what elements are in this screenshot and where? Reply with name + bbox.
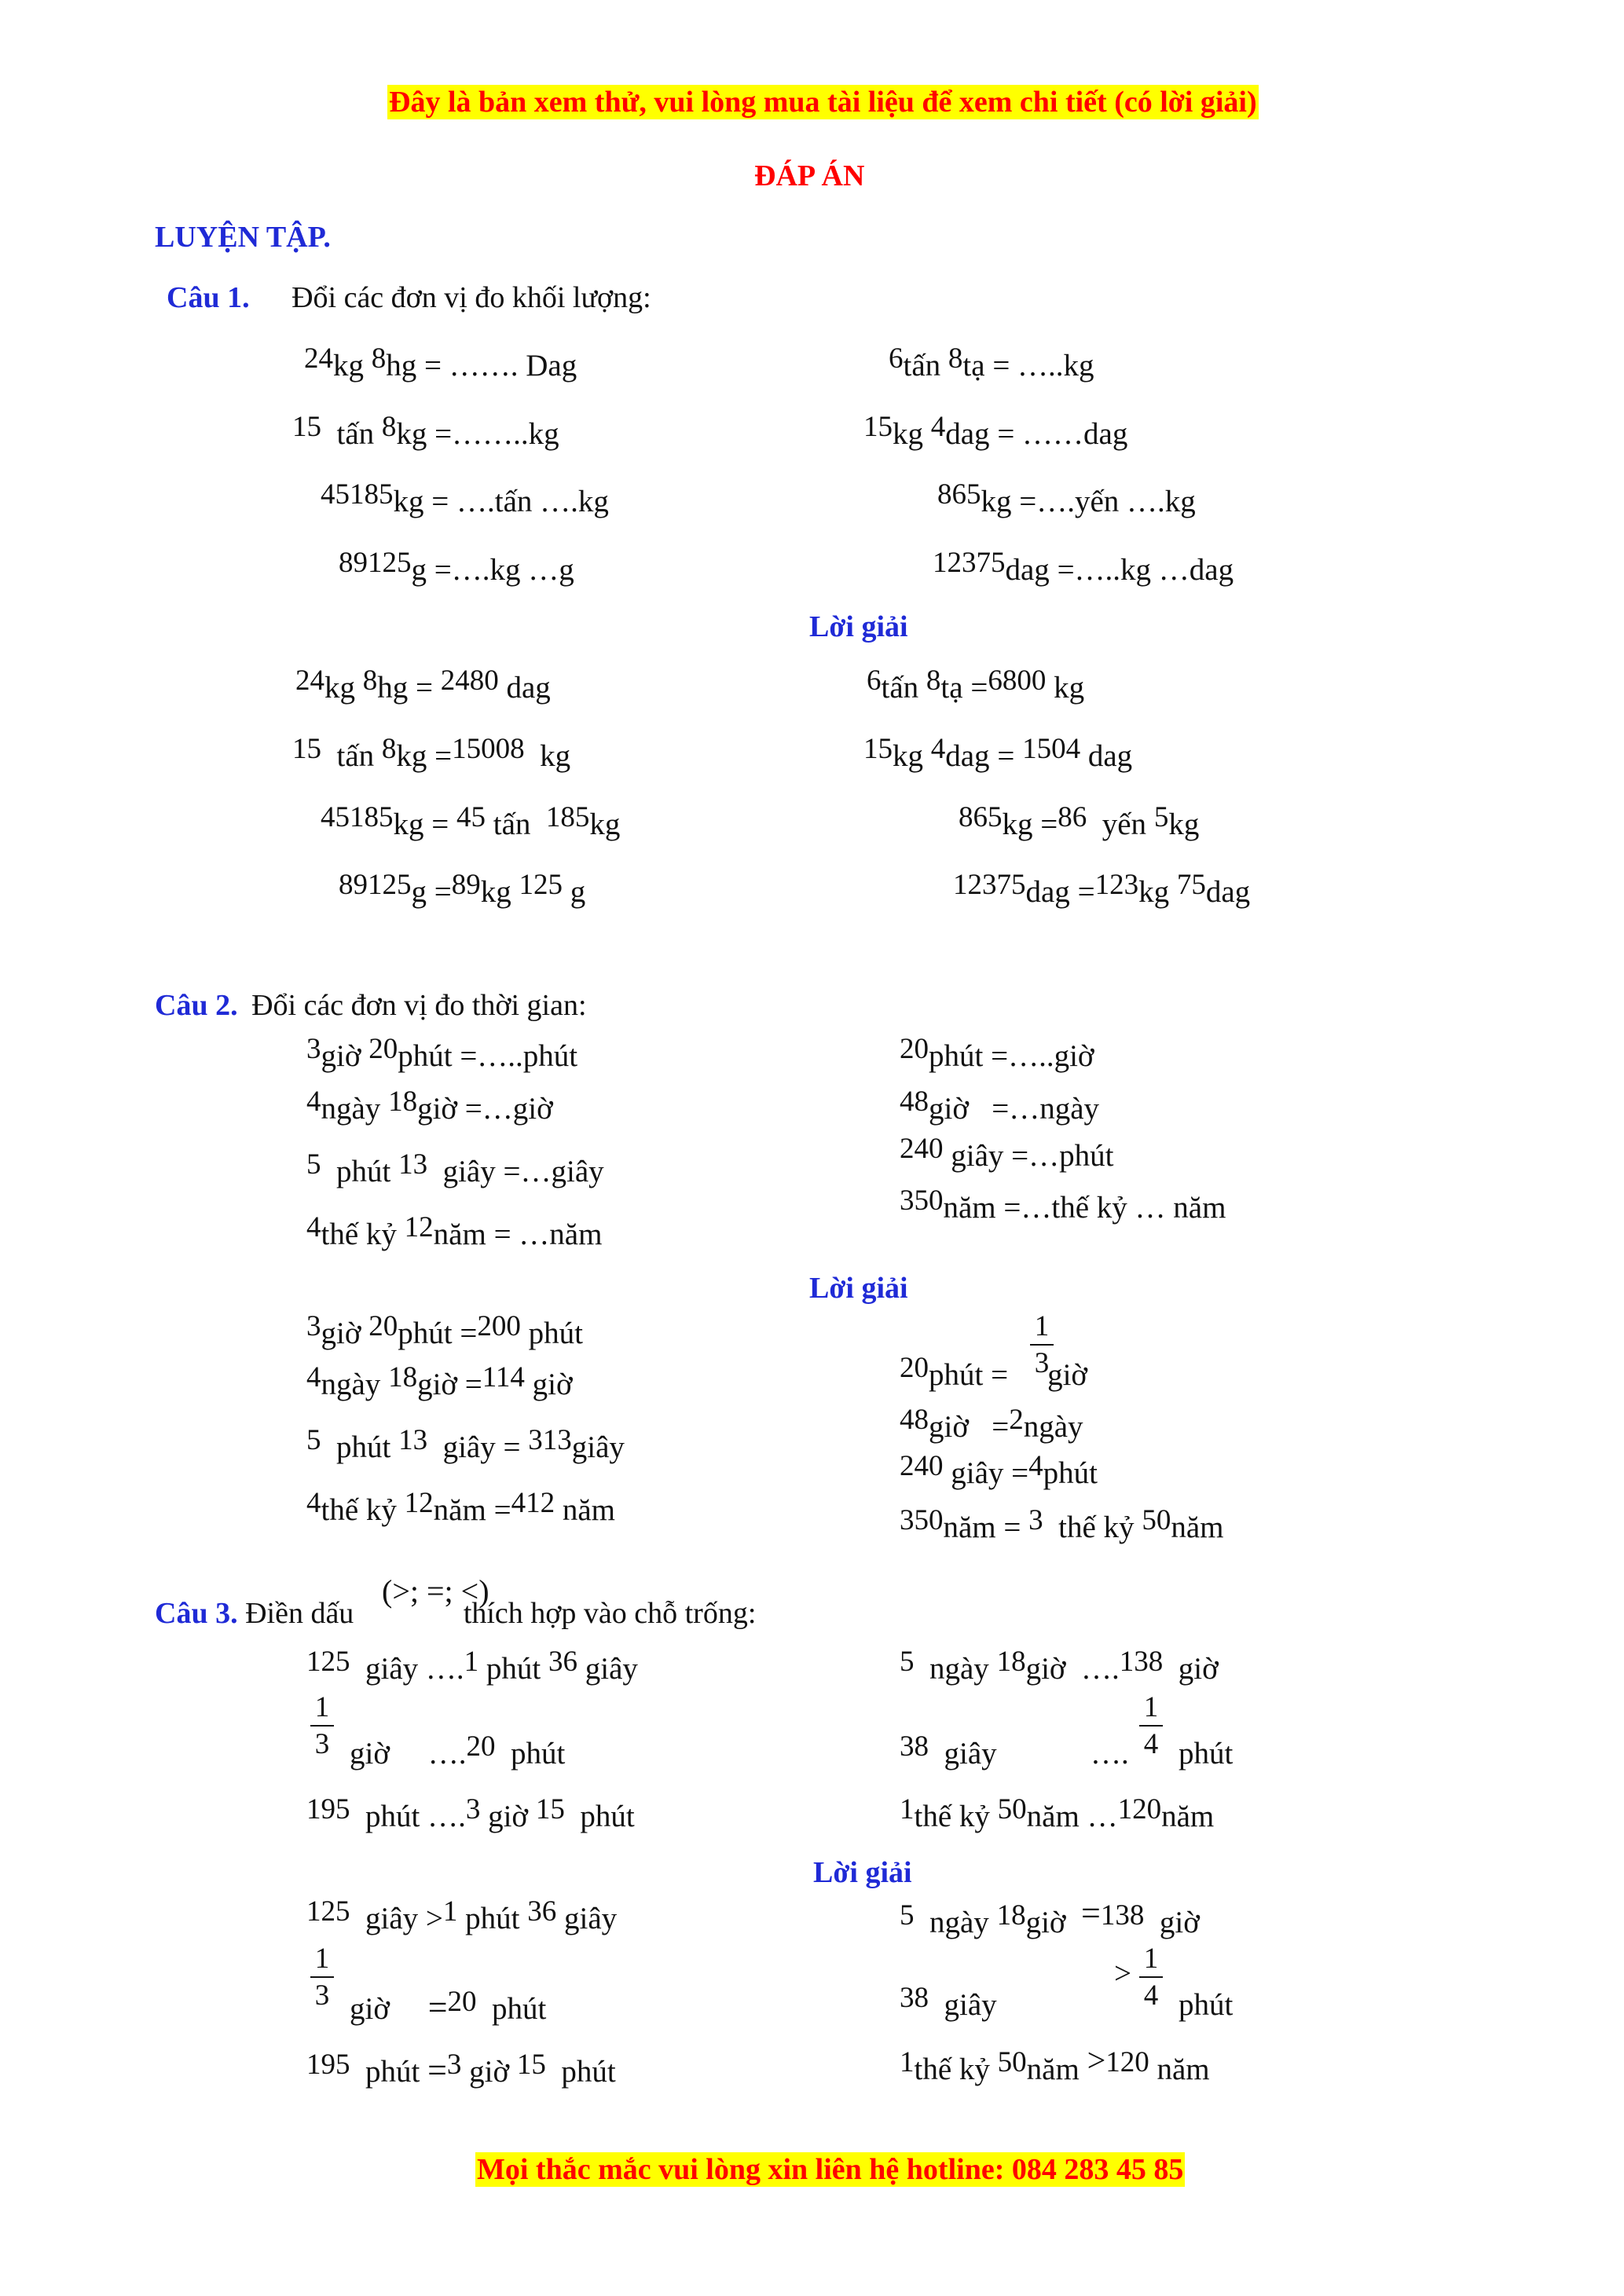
q1-answer-left-row-4: 89125g =89kg 125 g: [339, 869, 586, 909]
q2-left-row-4: 4thế kỷ 12năm = …năm: [306, 1211, 603, 1251]
question-2-text: Đổi các đơn vị đo thời gian:: [251, 989, 587, 1022]
q1-answer-left-row-1: 24kg 8hg = 2480 dag: [295, 665, 551, 705]
question-3-text-1: Điền dấu: [245, 1597, 354, 1630]
q3-right-row-2-dots: ….: [1091, 1737, 1129, 1771]
hotline-footer: Mọi thắc mắc vui lòng xin liên hệ hotline: 084 283 45 85: [477, 2153, 1184, 2186]
q3-left-row-1: 125 giây ….1 phút 36 giây: [306, 1646, 638, 1686]
question-1-label: Câu 1.: [167, 281, 250, 314]
question-3-label: Câu 3.: [155, 1597, 238, 1630]
question-2-label: Câu 2.: [155, 989, 238, 1022]
q2-right-row-2: 48giờ =…ngày: [900, 1086, 1100, 1126]
q3-answer-left-row-2: giờ =20 phút: [350, 1986, 547, 2027]
q3-left-row-2: giờ ….20 phút: [350, 1730, 566, 1771]
q2-right-row-4: 350năm =…thế kỷ … năm: [900, 1185, 1226, 1225]
q3-solution-label: Lời giải: [813, 1856, 912, 1889]
q1-left-row-1: 24kg 8hg = ……. Dag: [304, 342, 577, 383]
q2-solution-label: Lời giải: [809, 1272, 908, 1305]
q2-left-row-2: 4ngày 18giờ =…giờ: [306, 1086, 553, 1126]
q1-right-row-2: 15kg 4dag = ……dag: [863, 411, 1128, 451]
q1-answer-right-row-2: 15kg 4dag = 1504 dag: [863, 733, 1133, 773]
q3-answer-right-row-3: 1thế kỷ 50năm >120 năm: [900, 2043, 1210, 2086]
q3-answer-left-fraction-one-third: 1 3: [310, 1944, 334, 2010]
q2-right-row-1: 20phút =…..giờ: [900, 1033, 1094, 1073]
q3-answer-right-fraction-one-quarter: 1 4: [1139, 1944, 1163, 2010]
q2-answer-fraction-one-third: 1 3: [1030, 1312, 1054, 1378]
q1-left-row-3: 45185kg = ….tấn ….kg: [321, 478, 609, 518]
q2-answer-left-row-1: 3giờ 20phút =200 phút: [306, 1310, 583, 1350]
q3-right-row-2-unit: phút: [1179, 1737, 1234, 1771]
q2-answer-left-row-3: 5 phút 13 giây = 313giây: [306, 1424, 625, 1464]
question-1-text: Đổi các đơn vị đo khối lượng:: [291, 281, 651, 314]
q3-answer-left-row-3: 195 phút =3 giờ 15 phút: [306, 2049, 616, 2089]
q2-answer-right-row-1: 20phút = giờ: [900, 1352, 1088, 1392]
q1-right-row-4: 12375dag =…..kg …dag: [933, 547, 1234, 587]
q1-left-row-4: 89125g =….kg …g: [339, 547, 574, 587]
q1-answer-left-row-2: 15 tấn 8kg =15008 kg: [292, 733, 571, 773]
q2-answer-right-row-4: 350năm = 3 thế kỷ 50năm: [900, 1504, 1224, 1544]
q2-left-row-1: 3giờ 20phút =…..phút: [306, 1033, 578, 1073]
q3-answer-right-row-2: 38 giây: [900, 1982, 997, 2022]
q2-answer-right-row-2: 48giờ =2ngày: [900, 1404, 1083, 1444]
q3-answer-right-row-2-unit: phút: [1179, 1988, 1234, 2022]
page-title: ĐÁP ÁN: [754, 159, 865, 192]
q3-answer-right-row-1: 5 ngày 18giờ =138 giờ: [900, 1894, 1200, 1939]
q3-right-row-3: 1thế kỷ 50năm …120năm: [900, 1793, 1215, 1833]
q1-left-row-2: 15 tấn 8kg =……..kg: [292, 411, 559, 451]
q2-answer-right-row-3: 240 giây =4phút: [900, 1450, 1098, 1490]
question-2-header: [155, 988, 587, 1023]
preview-banner: Đây là bản xem thử, vui lòng mua tài liệu để xem chi tiết (có lời giải): [389, 86, 1257, 119]
q1-right-row-1: 6tấn 8tạ = …..kg: [889, 342, 1094, 383]
q2-right-row-3: 240 giây =…phút: [900, 1133, 1114, 1173]
q1-right-row-3: 865kg =….yến ….kg: [937, 478, 1196, 518]
q1-solution-label: Lời giải: [809, 610, 908, 643]
q3-right-row-2: 38 giây: [900, 1730, 997, 1771]
q3-right-row-1: 5 ngày 18giờ ….138 giờ: [900, 1646, 1219, 1686]
q3-answer-left-row-1: 125 giây >1 phút 36 giây: [306, 1895, 618, 1935]
q1-answer-left-row-3: 45185kg = 45 tấn 185kg: [321, 801, 621, 841]
q2-answer-left-row-2: 4ngày 18giờ =114 giờ: [306, 1361, 573, 1401]
q1-answer-right-row-4: 12375dag =123kg 75dag: [953, 869, 1251, 909]
question-1-header: [167, 280, 651, 315]
q3-left-row-3: 195 phút ….3 giờ 15 phút: [306, 1793, 635, 1833]
question-3-signs: (>; =; <): [382, 1573, 489, 1609]
q3-right-fraction-one-quarter: 1 4: [1139, 1693, 1163, 1759]
q3-left-fraction-one-third: 1 3: [310, 1693, 334, 1759]
section-heading: LUYỆN TẬP.: [155, 221, 331, 254]
q1-answer-right-row-3: 865kg =86 yến 5kg: [959, 801, 1200, 841]
question-3-text-2: thích hợp vào chỗ trống:: [463, 1597, 757, 1630]
q2-answer-left-row-4: 4thế kỷ 12năm =412 năm: [306, 1487, 615, 1527]
q2-left-row-3: 5 phút 13 giây =…giây: [306, 1148, 604, 1188]
q3-answer-right-row-2-sign: >: [1114, 1957, 1131, 1990]
q1-answer-right-row-1: 6tấn 8tạ =6800 kg: [867, 665, 1085, 705]
